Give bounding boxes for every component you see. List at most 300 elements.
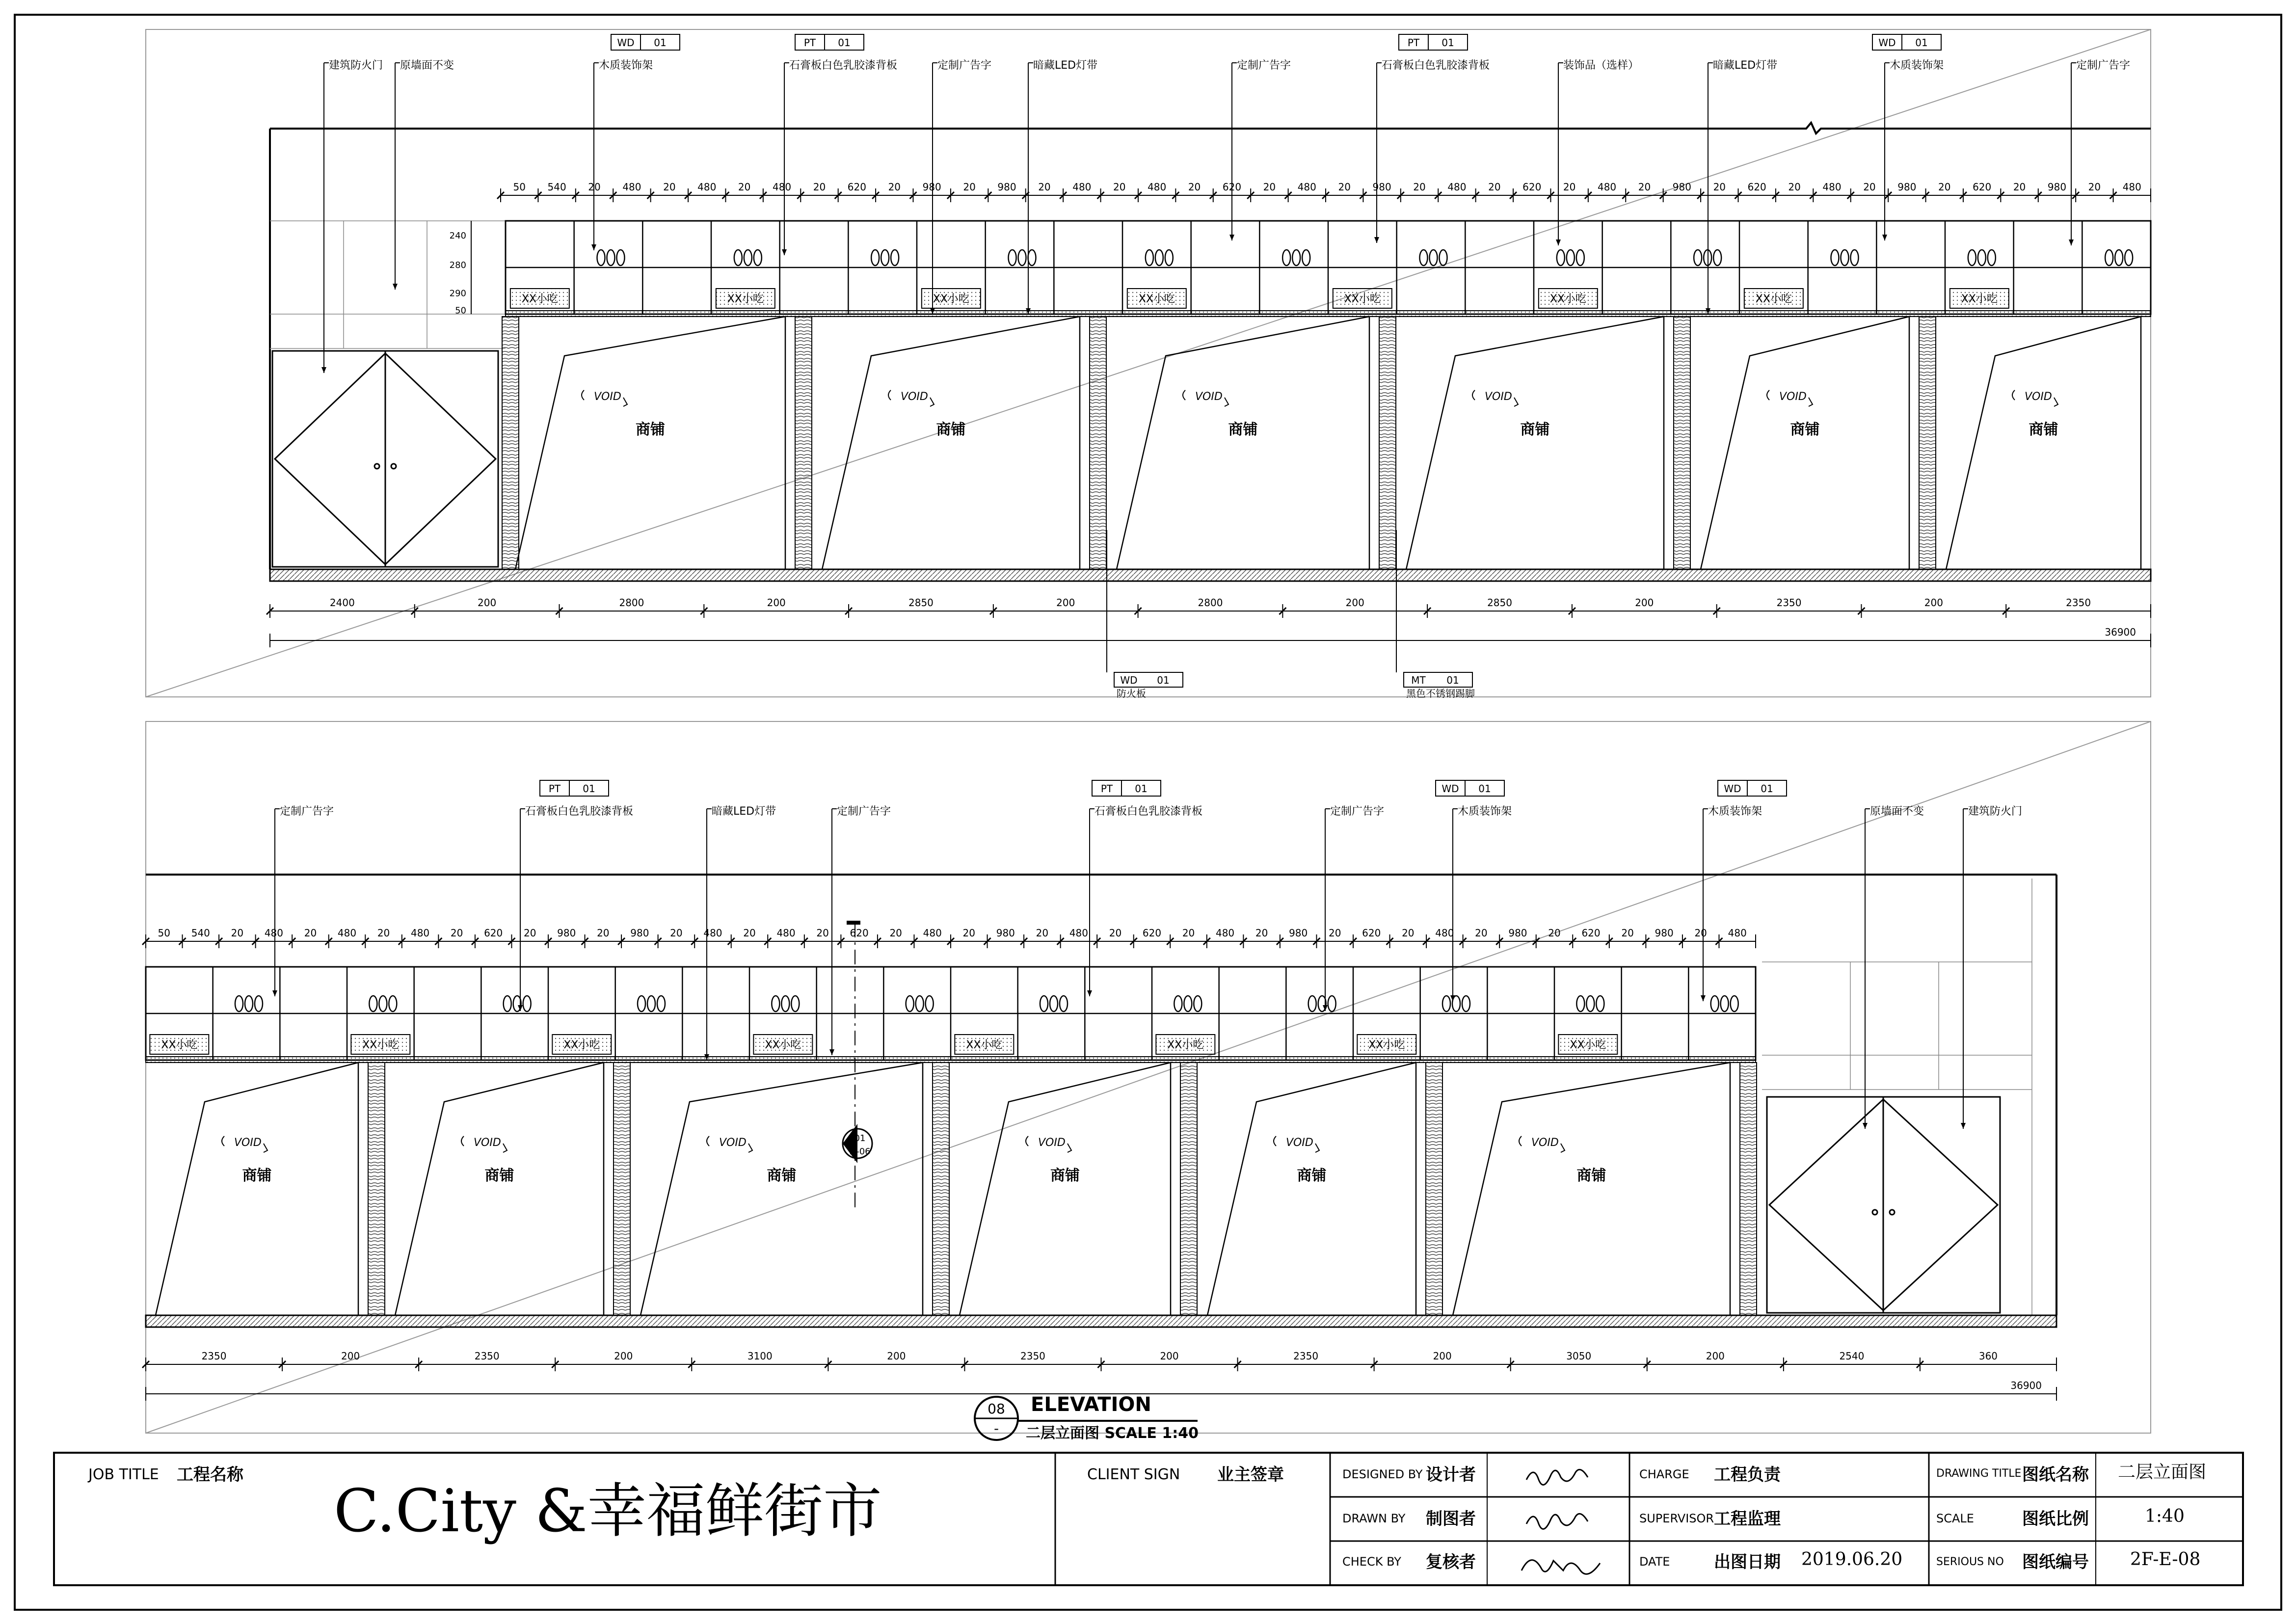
designed-by-label: DESIGNED BY — [1342, 1467, 1423, 1481]
dim-label: 20 — [1263, 181, 1276, 193]
dim-label: 200 — [887, 1350, 906, 1362]
vase-decor — [772, 996, 779, 1012]
dim-label: 20 — [597, 927, 610, 939]
vase-decor — [1302, 250, 1310, 266]
vase-decor — [1308, 996, 1316, 1012]
dim-label: 480 — [264, 927, 284, 939]
vase-decor — [891, 250, 899, 266]
callout-label: 定制广告字 — [837, 805, 891, 818]
vase-decor — [1009, 250, 1016, 266]
dim-label: 2350 — [201, 1350, 227, 1362]
shop-label: 商铺 — [767, 1167, 797, 1184]
vase-decor — [1328, 996, 1336, 1012]
material-code: WD — [1724, 783, 1741, 795]
dim-label: 480 — [1072, 181, 1092, 193]
side-dim-label: 240 — [449, 231, 466, 241]
shop-label: 商铺 — [484, 1167, 514, 1184]
void-label: VOID — [594, 391, 621, 403]
date-value: 2019.06.20 — [1801, 1549, 1903, 1570]
dim-label: 20 — [1638, 181, 1651, 193]
sign-label: XX小吃 — [1549, 293, 1586, 305]
material-code-number: 01 — [1442, 37, 1454, 49]
dim-label: 20 — [1713, 181, 1726, 193]
shopfront-glass — [1946, 317, 2141, 569]
dim-label: 480 — [337, 927, 357, 939]
dim-label: 20 — [743, 927, 756, 939]
serious-no-cn: 图纸编号 — [2022, 1552, 2089, 1572]
job-title-cn: 工程名称 — [177, 1465, 243, 1485]
dim-label: 480 — [697, 181, 717, 193]
vase-decor — [1165, 250, 1173, 266]
shop-pillar — [1674, 317, 1690, 569]
shopfront-glass — [1701, 317, 1909, 569]
material-code-number: 01 — [1478, 783, 1491, 795]
dim-label: 200 — [1056, 597, 1075, 609]
dim-label: 20 — [377, 927, 390, 939]
dim-label: 620 — [1973, 181, 1992, 193]
dim-label: 980 — [1672, 181, 1691, 193]
dim-label: 20 — [524, 927, 536, 939]
dim-label: 540 — [547, 181, 566, 193]
vase-decor — [1420, 250, 1428, 266]
dim-label: 2540 — [1839, 1350, 1865, 1362]
leader-arrow — [1701, 995, 1706, 1001]
shop-pillar — [795, 317, 812, 569]
top-callouts — [321, 34, 2130, 699]
vase-decor — [1462, 996, 1470, 1012]
dim-label: 2350 — [2066, 597, 2091, 609]
serious-no-label: SERIOUS NO — [1936, 1556, 2004, 1568]
dim-label: 980 — [1289, 927, 1308, 939]
vase-decor — [504, 996, 511, 1012]
dim-label: 980 — [2047, 181, 2067, 193]
dim-label: 620 — [1747, 181, 1766, 193]
sign-label: XX小吃 — [1570, 1039, 1606, 1051]
dim-label: 20 — [1563, 181, 1576, 193]
dim-label: 20 — [816, 927, 829, 939]
vase-decor — [1194, 996, 1201, 1012]
callout-label: 暗藏LED灯带 — [712, 805, 776, 818]
dim-label: 620 — [1222, 181, 1242, 193]
drawing-title-cn: 图纸名称 — [2022, 1465, 2089, 1485]
callout-label: 木质装饰架 — [1890, 59, 1944, 72]
material-note: 防火板 — [1117, 688, 1146, 699]
dim-label: 20 — [450, 927, 463, 939]
vase-decor — [1576, 996, 1584, 1012]
dim-label: 480 — [1447, 181, 1467, 193]
vase-decor — [1430, 250, 1438, 266]
checker-signature — [1522, 1560, 1600, 1574]
supervisor-label: SUPERVISOR — [1639, 1512, 1714, 1525]
dim-label: 2800 — [1198, 597, 1223, 609]
client-sign-cn: 业主签章 — [1217, 1465, 1284, 1485]
dim-label: 20 — [738, 181, 751, 193]
void-label: VOID — [1038, 1137, 1066, 1149]
dim-label: 20 — [962, 927, 975, 939]
supervisor-cn: 工程监理 — [1714, 1509, 1781, 1529]
vase-decor — [369, 996, 377, 1012]
side-dim-label: 50 — [455, 305, 466, 316]
dim-label: 20 — [1255, 927, 1268, 939]
dim-label: 480 — [1069, 927, 1089, 939]
vase-decor — [1174, 996, 1182, 1012]
dim-label: 480 — [1215, 927, 1235, 939]
top-elevation — [146, 29, 2151, 699]
dim-label: 20 — [1402, 927, 1415, 939]
vase-decor — [1713, 250, 1721, 266]
vase-decor — [1184, 996, 1192, 1012]
leader-arrow — [1229, 235, 1234, 240]
callout-label: 定制广告字 — [1237, 59, 1291, 72]
sign-label: XX小吃 — [1138, 293, 1175, 305]
dim-label: 20 — [1329, 927, 1341, 939]
dim-label: 200 — [767, 597, 786, 609]
vase-decor — [617, 250, 625, 266]
dim-label: 480 — [1728, 927, 1747, 939]
void-label: VOID — [901, 391, 928, 403]
dim-label: 20 — [1548, 927, 1561, 939]
dim-label: 480 — [703, 927, 722, 939]
vase-decor — [1731, 996, 1738, 1012]
dim-label: 980 — [1655, 927, 1674, 939]
vase-decor — [1146, 250, 1153, 266]
vase-decor — [2125, 250, 2133, 266]
top-wall-tiles — [270, 221, 506, 348]
shop-pillar — [1426, 1063, 1442, 1315]
leader-arrow — [272, 990, 277, 996]
elevation-title-mark — [975, 1393, 1199, 1442]
material-code: PT — [1407, 37, 1420, 49]
void-label: VOID — [1779, 391, 1807, 403]
scale-cn: 图纸比例 — [2022, 1509, 2089, 1529]
dim-label: 20 — [813, 181, 826, 193]
leader-arrow — [1450, 995, 1455, 1001]
leader-arrow — [829, 1049, 834, 1055]
shop-label: 商铺 — [936, 421, 966, 438]
vase-decor — [1040, 996, 1048, 1012]
callout-label: 原墙面不变 — [1870, 805, 1924, 818]
dim-label: 50 — [513, 181, 526, 193]
dim-label: 20 — [304, 927, 317, 939]
side-dim-label: 290 — [449, 288, 466, 299]
dim-label: 200 — [1706, 1350, 1725, 1362]
vase-decor — [754, 250, 762, 266]
void-label: VOID — [1286, 1137, 1313, 1149]
callout-label: 石膏板白色乳胶漆背板 — [789, 59, 898, 72]
dim-label: 480 — [923, 927, 942, 939]
dim-label: 480 — [622, 181, 641, 193]
dim-label: 20 — [1788, 181, 1801, 193]
dim-label: 50 — [158, 927, 170, 939]
material-code-number: 01 — [838, 37, 851, 49]
dim-label: 200 — [614, 1350, 633, 1362]
void-label: VOID — [719, 1137, 747, 1149]
vase-decor — [607, 250, 615, 266]
material-note: 黑色不锈钢踢脚 — [1406, 688, 1475, 699]
date-cn: 出图日期 — [1714, 1552, 1781, 1572]
void-label: VOID — [1195, 391, 1223, 403]
vase-decor — [647, 996, 655, 1012]
shop-label: 商铺 — [2029, 421, 2058, 438]
leader-arrow — [2069, 240, 2074, 245]
shop-pillar — [1090, 317, 1106, 569]
callout-label: 定制广告字 — [2076, 59, 2131, 72]
vase-decor — [1596, 996, 1604, 1012]
vase-decor — [638, 996, 645, 1012]
shop-pillar — [502, 317, 519, 569]
material-code-number: 01 — [583, 783, 595, 795]
callout-label: 定制广告字 — [1330, 805, 1385, 818]
dim-label: 20 — [1113, 181, 1126, 193]
shop-label: 商铺 — [636, 421, 665, 438]
material-code: WD — [1878, 37, 1896, 49]
callout-label: 装饰品（选样） — [1563, 59, 1639, 72]
vase-decor — [1292, 250, 1300, 266]
dim-label: 620 — [847, 181, 866, 193]
vase-decor — [734, 250, 742, 266]
material-code: WD — [1442, 783, 1459, 795]
vase-decor — [871, 250, 879, 266]
drawing-title-value: 二层立面图 — [2118, 1462, 2207, 1482]
dim-label: 480 — [1148, 181, 1167, 193]
dim-label: 200 — [341, 1350, 360, 1362]
dim-label: 20 — [1338, 181, 1351, 193]
vase-decor — [1567, 250, 1575, 266]
void-label: VOID — [1485, 391, 1512, 403]
dim-label: 620 — [1522, 181, 1542, 193]
callout-label: 建筑防火门 — [329, 59, 383, 72]
top-fire-door — [272, 351, 498, 567]
dim-label: 200 — [1345, 597, 1364, 609]
dim-label: 20 — [1182, 927, 1195, 939]
callout-label: 暗藏LED灯带 — [1033, 59, 1098, 72]
dim-label: 980 — [630, 927, 649, 939]
sign-label: XX小吃 — [1961, 293, 1998, 305]
section-marker — [843, 921, 872, 1207]
callout-label: 石膏板白色乳胶漆背板 — [1382, 59, 1490, 72]
dim-label: 20 — [963, 181, 976, 193]
void-label: VOID — [1531, 1137, 1559, 1149]
dim-label: 20 — [588, 181, 601, 193]
shopfront-glass — [1406, 317, 1664, 569]
designed-by-cn: 设计者 — [1426, 1465, 1476, 1485]
callout-label: 木质装饰架 — [1708, 805, 1762, 818]
void-label: VOID — [474, 1137, 501, 1149]
date-label: DATE — [1639, 1555, 1670, 1569]
charge-label: CHARGE — [1639, 1467, 1689, 1481]
leader-arrow — [1374, 237, 1379, 243]
dim-label: 360 — [1978, 1350, 1998, 1362]
leader-arrow — [1323, 1005, 1328, 1011]
sign-label: XX小吃 — [1755, 293, 1792, 305]
shopfront-glass — [822, 317, 1080, 569]
leader-arrow — [1863, 1123, 1868, 1129]
dim-label: 200 — [1160, 1350, 1179, 1362]
dim-label: 980 — [997, 181, 1016, 193]
vase-decor — [1018, 250, 1026, 266]
callout-label: 木质装饰架 — [1458, 805, 1512, 818]
scale-value: 1:40 — [2145, 1506, 2185, 1526]
vase-decor — [881, 250, 889, 266]
dim-label: 620 — [1142, 927, 1162, 939]
shopfront-glass — [515, 317, 785, 569]
title-mark-number: 08 — [988, 1401, 1005, 1417]
leader-arrow — [518, 1005, 523, 1011]
leader-arrow — [782, 249, 787, 255]
dim-label: 20 — [2088, 181, 2101, 193]
title-mark-en: ELEVATION — [1031, 1393, 1151, 1416]
dim-label: 480 — [1597, 181, 1617, 193]
material-code-number: 01 — [1135, 783, 1148, 795]
dim-label: 20 — [1475, 927, 1488, 939]
vase-decor — [1968, 250, 1976, 266]
dim-label: 3050 — [1566, 1350, 1592, 1362]
callout-label: 暗藏LED灯带 — [1713, 59, 1778, 72]
dim-total-label: 36900 — [2105, 626, 2136, 638]
dim-label: 20 — [231, 927, 244, 939]
dim-label: 2350 — [1293, 1350, 1319, 1362]
dim-label: 2350 — [1020, 1350, 1045, 1362]
drawing-title-label: DRAWING TITLE — [1936, 1467, 2022, 1480]
dim-label: 2850 — [1487, 597, 1512, 609]
material-code: WD — [617, 37, 635, 49]
dim-label: 3100 — [747, 1350, 773, 1362]
material-code-number: 01 — [1446, 674, 1459, 686]
material-code-number: 01 — [1157, 674, 1170, 686]
sign-label: XX小吃 — [765, 1039, 801, 1051]
dim-label: 980 — [557, 927, 576, 939]
leader-arrow — [1087, 990, 1092, 996]
dim-label: 480 — [1435, 927, 1454, 939]
sign-label: XX小吃 — [521, 293, 558, 305]
vase-decor — [791, 996, 799, 1012]
shop-pillar — [614, 1063, 630, 1315]
callout-label: 木质装饰架 — [599, 59, 653, 72]
vase-decor — [1282, 250, 1290, 266]
top-shopfronts — [502, 317, 2141, 569]
vase-decor — [255, 996, 263, 1012]
section-number: 01 — [854, 1133, 866, 1144]
shop-pillar — [1379, 317, 1396, 569]
sign-label: XX小吃 — [933, 293, 969, 305]
material-code: PT — [1100, 783, 1113, 795]
material-code-number: 01 — [654, 37, 667, 49]
leader-arrow — [1556, 240, 1561, 245]
dim-label: 980 — [1508, 927, 1527, 939]
dim-label: 20 — [1036, 927, 1049, 939]
shop-label: 商铺 — [1790, 421, 1820, 438]
shop-label: 商铺 — [1228, 421, 1258, 438]
callout-label: 建筑防火门 — [1968, 805, 2023, 818]
dim-label: 980 — [1897, 181, 1917, 193]
dim-label: 20 — [2013, 181, 2026, 193]
vase-decor — [657, 996, 665, 1012]
vase-decor — [235, 996, 243, 1012]
leader-arrow — [1882, 235, 1887, 240]
dim-label: 620 — [1362, 927, 1381, 939]
vase-decor — [1440, 250, 1447, 266]
shop-label: 商铺 — [1050, 1167, 1080, 1184]
vase-decor — [1831, 250, 1839, 266]
dim-label: 2350 — [474, 1350, 500, 1362]
charge-cn: 工程负责 — [1714, 1465, 1781, 1485]
material-code-number: 01 — [1761, 783, 1773, 795]
side-dim-label: 280 — [449, 260, 466, 270]
dim-label: 980 — [922, 181, 941, 193]
dim-label: 20 — [1863, 181, 1876, 193]
material-code: WD — [1120, 674, 1138, 686]
dim-label: 620 — [850, 927, 869, 939]
void-label: VOID — [234, 1137, 262, 1149]
shopfront-glass — [960, 1063, 1171, 1315]
shop-pillar — [933, 1063, 949, 1315]
serious-no-value: 2F-E-08 — [2130, 1549, 2201, 1570]
shop-label: 商铺 — [1297, 1167, 1327, 1184]
shopfront-glass — [1207, 1063, 1416, 1315]
sign-label: XX小吃 — [1344, 293, 1381, 305]
leader-arrow — [1961, 1123, 1966, 1129]
shop-pillar — [1740, 1063, 1757, 1315]
bottom-shelf-grid — [146, 967, 1756, 1060]
material-code-number: 01 — [1915, 37, 1928, 49]
dim-label: 20 — [1188, 181, 1201, 193]
dim-label: 480 — [776, 927, 796, 939]
dim-label: 980 — [996, 927, 1015, 939]
leader-arrow — [321, 367, 326, 373]
scale-label: SCALE — [1936, 1512, 1974, 1525]
vase-decor — [744, 250, 752, 266]
top-floor-slab — [270, 569, 2151, 581]
vase-decor — [1988, 250, 1996, 266]
client-sign-label: CLIENT SIGN — [1087, 1466, 1180, 1483]
vase-decor — [1851, 250, 1859, 266]
vase-decor — [1155, 250, 1163, 266]
dim-label: 2400 — [329, 597, 355, 609]
sign-label: XX小吃 — [1368, 1039, 1405, 1051]
vase-decor — [781, 996, 789, 1012]
vase-decor — [1060, 996, 1068, 1012]
job-title-label: JOB TITLE — [88, 1466, 159, 1483]
project-name: C.City &幸福鲜街市 — [334, 1477, 882, 1545]
dim-label: 480 — [1297, 181, 1316, 193]
vase-decor — [1711, 996, 1719, 1012]
dim-label: 20 — [1109, 927, 1122, 939]
shopfront-glass — [395, 1063, 604, 1315]
dim-label: 200 — [1635, 597, 1654, 609]
callout-label: 石膏板白色乳胶漆背板 — [1095, 805, 1203, 818]
material-code: PT — [803, 37, 816, 49]
check-by-label: CHECK BY — [1342, 1555, 1401, 1569]
vase-decor — [2115, 250, 2123, 266]
dim-label: 620 — [1581, 927, 1601, 939]
designer-signature — [1526, 1469, 1588, 1485]
callout-label: 定制广告字 — [280, 805, 334, 818]
dim-label: 20 — [1413, 181, 1426, 193]
drawn-by-label: DRAWN BY — [1342, 1512, 1406, 1525]
top-ceiling-line — [270, 123, 2151, 133]
dim-label: 20 — [888, 181, 901, 193]
shopfront-glass — [641, 1063, 923, 1315]
shop-label: 商铺 — [242, 1167, 272, 1184]
dim-label: 20 — [670, 927, 683, 939]
dim-label: 480 — [1822, 181, 1842, 193]
shop-pillar — [368, 1063, 385, 1315]
vase-decor — [1841, 250, 1849, 266]
leader-arrow — [591, 244, 596, 250]
dim-label: 480 — [2122, 181, 2141, 193]
dim-label: 2350 — [1776, 597, 1802, 609]
shop-label: 商铺 — [1520, 421, 1550, 438]
